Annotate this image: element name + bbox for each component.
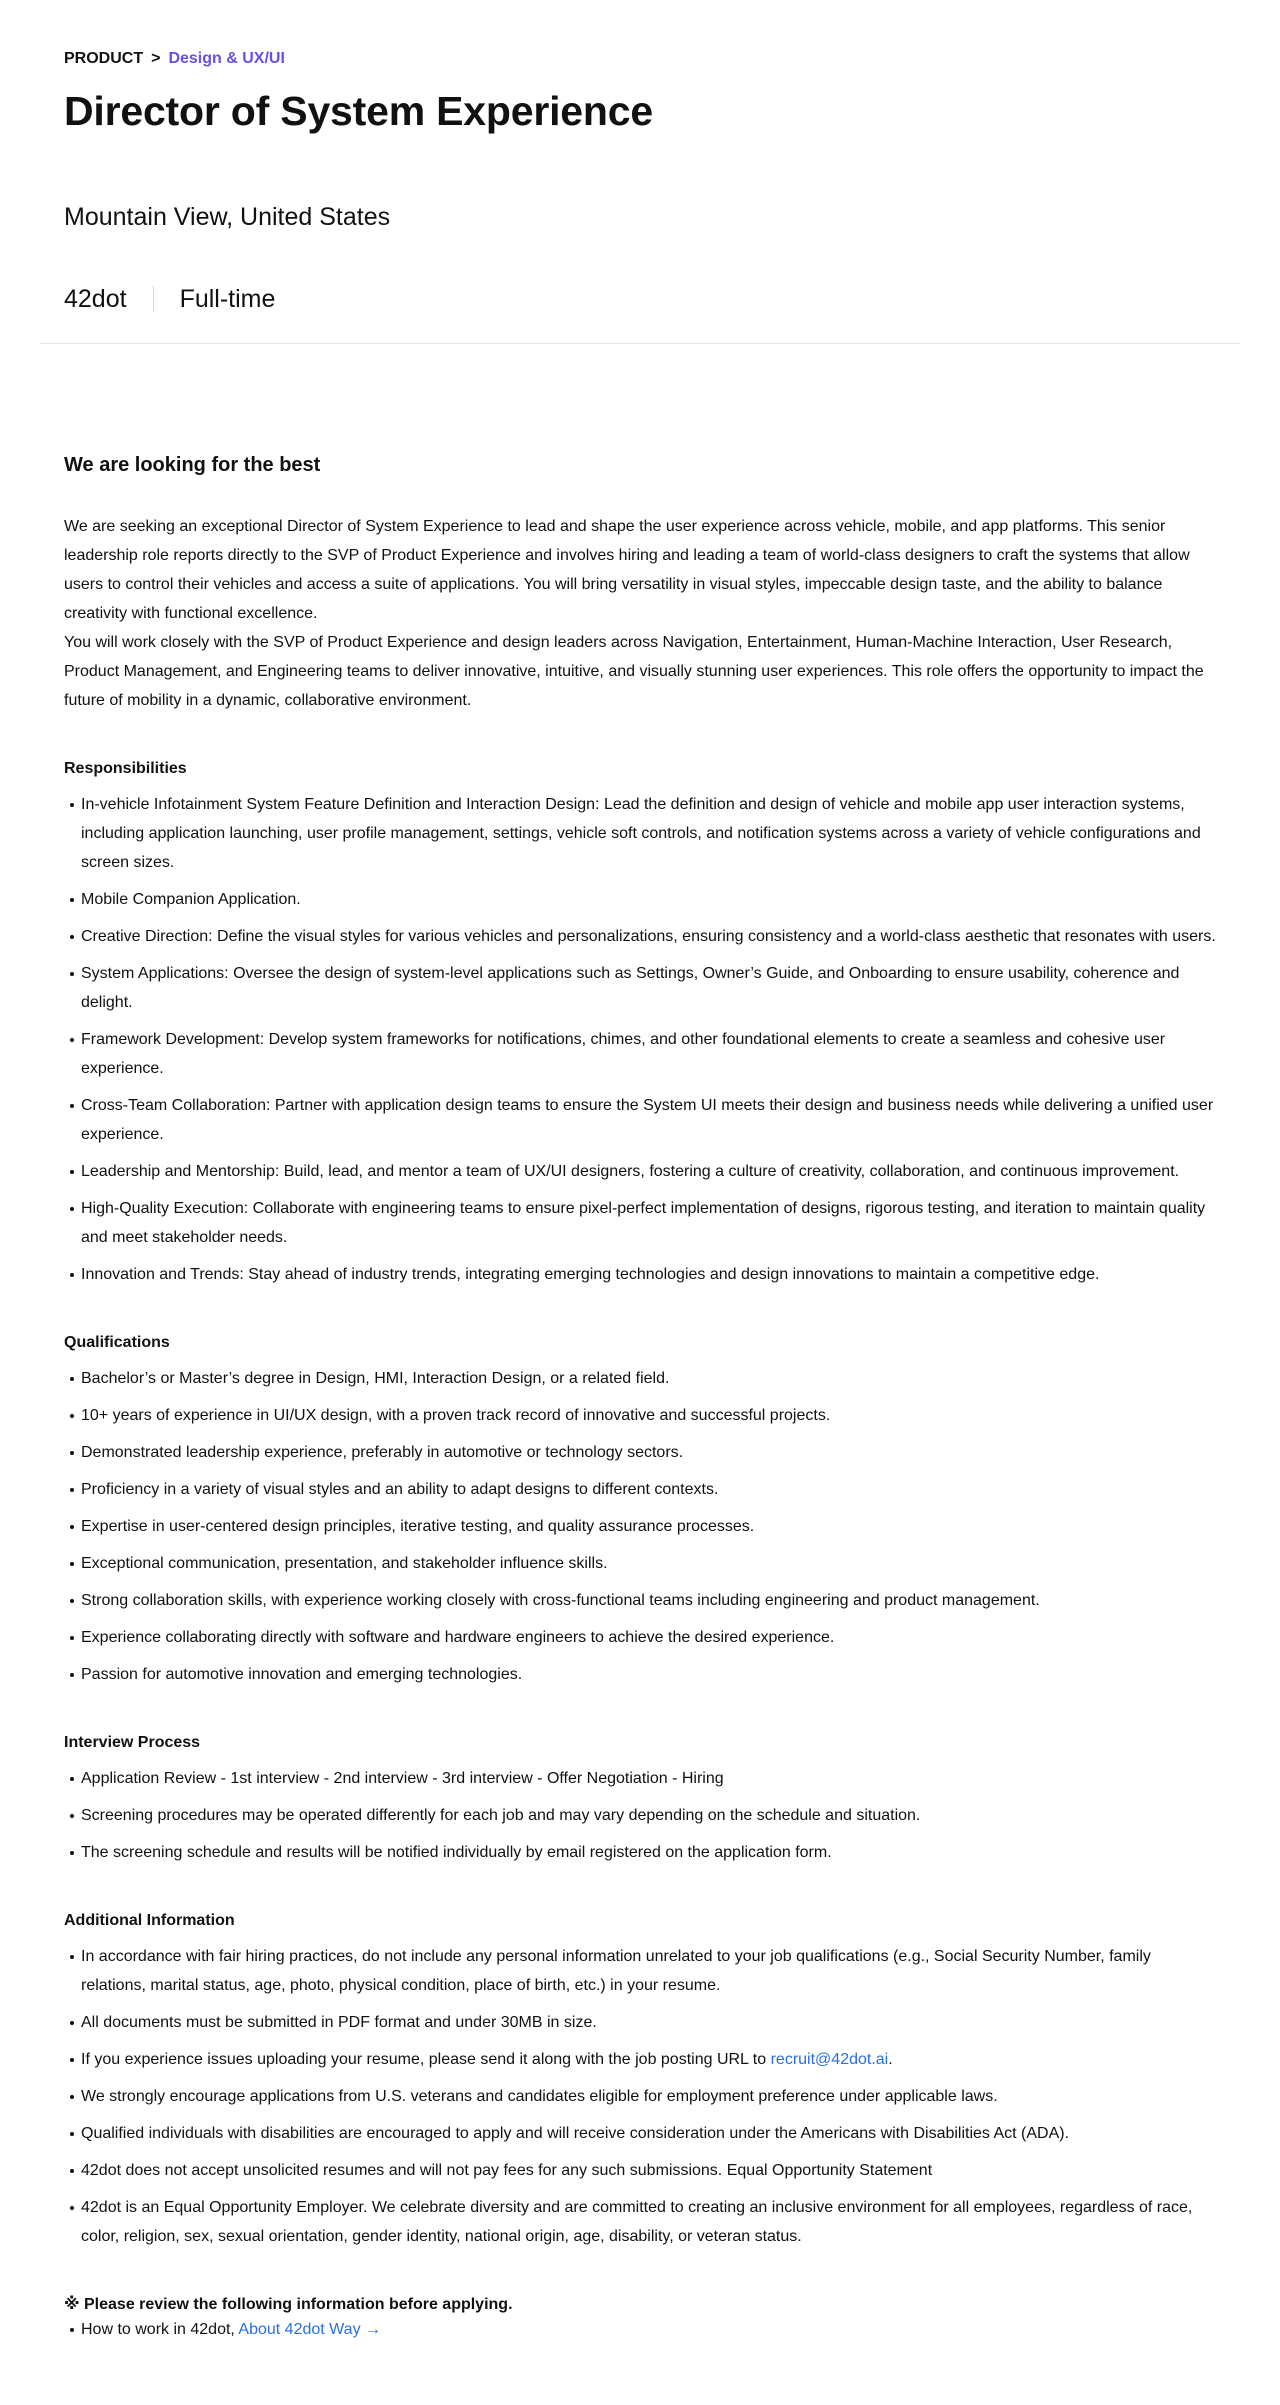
list-item: Passion for automotive innovation and emerging technologies.: [64, 1660, 1220, 1689]
header-divider: [40, 343, 1240, 344]
additional-info-list: [64, 1942, 1220, 2251]
list-item: Cross-Team Collaboration: Partner with application design teams to ensure the System UI meets their design and business needs while delivering a unified user experience.: [64, 1091, 1220, 1149]
breadcrumb-subcategory[interactable]: Design & UX/UI: [168, 50, 285, 67]
about-42dot-way-link[interactable]: About 42dot Way →: [238, 2321, 382, 2338]
intro-text: [64, 512, 1220, 715]
list-item: System Applications: Oversee the design of system-level applications such as Settings, Owner’s Guide, and Onboarding to ensure usability, coherence and delight.: [64, 959, 1220, 1017]
list-item: Framework Development: Develop system frameworks for notifications, chimes, and other foundational elements to create a seamless and cohesive user experience.: [64, 1025, 1220, 1083]
list-item: [64, 2045, 1220, 2074]
recruit-email-link[interactable]: recruit@42dot.ai: [770, 2051, 889, 2068]
responsibilities-list: [64, 790, 1220, 1289]
page-title: Director of System Experience: [64, 88, 653, 134]
list-item: Proficiency in a variety of visual styles and an ability to adapt designs to different contexts.: [64, 1475, 1220, 1504]
list-item: Demonstrated leadership experience, preferably in automotive or technology sectors.: [64, 1438, 1220, 1467]
list-item: Screening procedures may be operated differently for each job and may vary depending on the schedule and situation.: [64, 1801, 1220, 1830]
notice-heading: ※ Please review the following information before applying.: [64, 2296, 513, 2313]
section-title: Additional Information: [64, 1912, 235, 1929]
notice-list: [64, 2315, 1220, 2344]
additional-info-section: [64, 1911, 1220, 2251]
section-title: Interview Process: [64, 1734, 201, 1751]
job-meta: [64, 284, 1216, 314]
intro-heading: We are looking for the best: [64, 454, 321, 476]
list-item: 42dot is an Equal Opportunity Employer. We celebrate diversity and are committed to creating an inclusive environment for all employees, regardless of race, color, religion, sex, sexual orientation, gender identity, national origin, age, disability, or veteran status.: [64, 2193, 1220, 2251]
interview-section: [64, 1733, 1220, 1867]
list-item: In-vehicle Infotainment System Feature Definition and Interaction Design: Lead the definition and design of vehicle and mobile app user interaction systems, including application launching, user profile management, settings, vehicle soft controls, and notification systems across a variety of vehicle configurations and screen sizes.: [64, 790, 1220, 877]
interview-list: [64, 1764, 1220, 1867]
notice-item-text: How to work in 42dot,: [81, 2321, 239, 2338]
list-item: Expertise in user-centered design principles, iterative testing, and quality assurance processes.: [64, 1512, 1220, 1541]
list-item: Leadership and Mentorship: Build, lead, and mentor a team of UX/UI designers, fostering a culture of creativity, collaboration, and continuous improvement.: [64, 1157, 1220, 1186]
list-item: Creative Direction: Define the visual styles for various vehicles and personalizations, ensuring consistency and a world-class aesthetic that resonates with users.: [64, 922, 1220, 951]
list-item: Qualified individuals with disabilities are encouraged to apply and will receive consideration under the Americans with Disabilities Act (ADA).: [64, 2119, 1220, 2148]
list-item: In accordance with fair hiring practices, do not include any personal information unrelated to your job qualifications (e.g., Social Security Number, family relations, marital status, age, photo, physical condition, place of birth, etc.) in your resume.: [64, 1942, 1220, 2000]
meta-divider: [153, 286, 154, 312]
section-title: Qualifications: [64, 1334, 170, 1351]
list-item: We strongly encourage applications from U.S. veterans and candidates eligible for employment preference under applicable laws.: [64, 2082, 1220, 2111]
job-location: Mountain View, United States: [64, 203, 391, 231]
list-item: Exceptional communication, presentation, and stakeholder influence skills.: [64, 1549, 1220, 1578]
list-item: Application Review - 1st interview - 2nd interview - 3rd interview - Offer Negotiation - Hiring: [64, 1764, 1220, 1793]
job-header: [0, 0, 1280, 313]
company-name: 42dot: [64, 285, 127, 313]
list-item: Bachelor’s or Master’s degree in Design, HMI, Interaction Design, or a related field.: [64, 1364, 1220, 1393]
list-item: Innovation and Trends: Stay ahead of industry trends, integrating emerging technologies and design innovations to maintain a competitive edge.: [64, 1260, 1220, 1289]
list-item: 42dot does not accept unsolicited resumes and will not pay fees for any such submissions. Equal Opportunity Statement: [64, 2156, 1220, 2185]
section-title: Responsibilities: [64, 760, 187, 777]
responsibilities-section: [64, 759, 1220, 1289]
qualifications-list: [64, 1364, 1220, 1689]
job-description: [64, 452, 1220, 2352]
breadcrumb-category[interactable]: PRODUCT: [64, 50, 144, 67]
intro-paragraph: We are seeking an exceptional Director of System Experience to lead and shape the user experience across vehicle, mobile, and app platforms. This senior leadership role reports directly to the SVP of Product Experience and involves hiring and leading a team of world-class designers to craft the systems that allow users to control their vehicles and access a suite of applications. You will bring versatility in visual styles, impeccable design taste, and the ability to balance creativity with functional excellence.: [64, 518, 1190, 622]
intro-paragraph: You will work closely with the SVP of Product Experience and design leaders across Navigation, Entertainment, Human-Machine Interaction, User Research, Product Management, and Engineering teams to deliver innovative, intuitive, and visually stunning user experiences. This role offers the opportunity to impact the future of mobility in a dynamic, collaborative environment.: [64, 634, 1204, 709]
list-item: The screening schedule and results will be notified individually by email registered on the application form.: [64, 1838, 1220, 1867]
list-item: [64, 2315, 1220, 2344]
employment-type: Full-time: [179, 285, 276, 313]
list-item: 10+ years of experience in UI/UX design, with a proven track record of innovative and successful projects.: [64, 1401, 1220, 1430]
list-item: Experience collaborating directly with software and hardware engineers to achieve the desired experience.: [64, 1623, 1220, 1652]
qualifications-section: [64, 1333, 1220, 1689]
list-item: Mobile Companion Application.: [64, 885, 1220, 914]
list-item: Strong collaboration skills, with experience working closely with cross-functional teams including engineering and product management.: [64, 1586, 1220, 1615]
email-item-text: If you experience issues uploading your resume, please send it along with the job posting URL to: [81, 2051, 771, 2068]
email-item-suffix: .: [888, 2051, 893, 2068]
list-item: All documents must be submitted in PDF format and under 30MB in size.: [64, 2008, 1220, 2037]
list-item: High-Quality Execution: Collaborate with engineering teams to ensure pixel-perfect implementation of designs, rigorous testing, and iteration to maintain quality and meet stakeholder needs.: [64, 1194, 1220, 1252]
breadcrumb: [64, 49, 1216, 69]
breadcrumb-separator: >: [151, 50, 161, 67]
